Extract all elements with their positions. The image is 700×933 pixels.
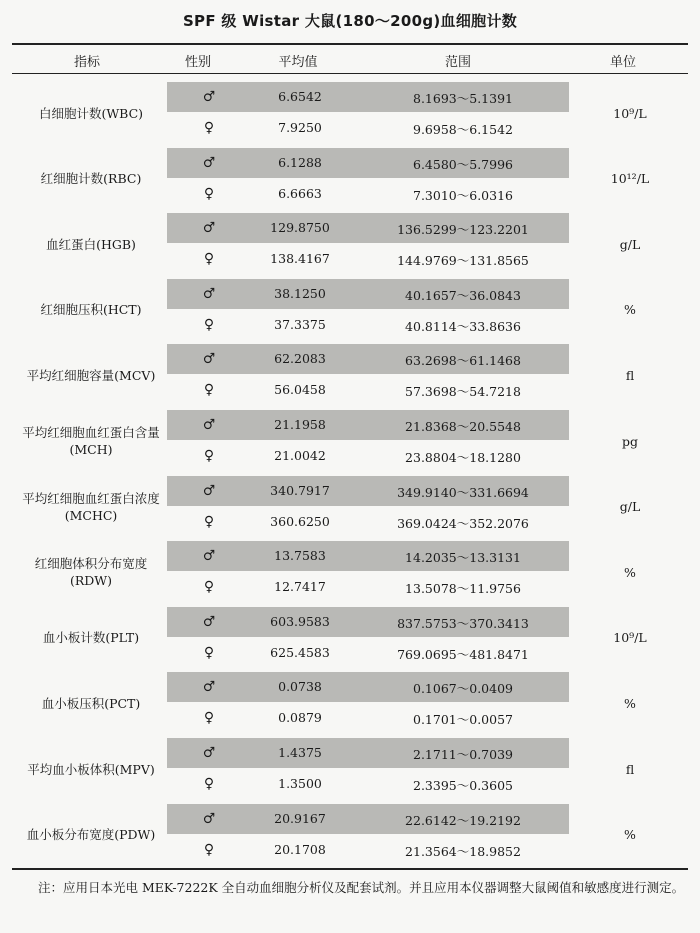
female-mean: 37.3375 bbox=[274, 316, 326, 332]
unit-label: fl bbox=[625, 761, 635, 777]
indicator-label: 血小板分布宽度(PDW) bbox=[26, 827, 156, 843]
female-symbol: ♀ bbox=[203, 316, 215, 333]
header-unit: 单位 bbox=[609, 55, 636, 70]
female-range: 769.0695～481.8471 bbox=[397, 646, 529, 662]
unit-label: % bbox=[624, 827, 636, 843]
female-symbol: ♀ bbox=[203, 579, 215, 596]
bottom-rule bbox=[12, 868, 688, 870]
male-range: 136.5299～123.2201 bbox=[397, 222, 529, 238]
female-symbol: ♀ bbox=[203, 776, 215, 792]
female-mean: 56.0458 bbox=[274, 382, 326, 398]
table-row bbox=[12, 342, 688, 408]
male-symbol: ♂ bbox=[202, 482, 216, 499]
indicator-label: 血小板计数(PLT) bbox=[42, 630, 140, 646]
table-row bbox=[12, 474, 688, 540]
female-symbol: ♀ bbox=[203, 120, 215, 136]
table-row bbox=[12, 736, 688, 802]
female-mean: 138.4167 bbox=[270, 251, 330, 267]
female-range: 9.6958～6.1542 bbox=[413, 122, 513, 137]
female-symbol: ♀ bbox=[203, 251, 215, 268]
table-row bbox=[12, 539, 688, 605]
unit-label: % bbox=[624, 302, 636, 318]
male-symbol: ♂ bbox=[202, 351, 216, 368]
table-row bbox=[12, 802, 688, 868]
indicator-label: 白细胞计数(WBC) bbox=[38, 105, 144, 121]
female-mean: 21.0042 bbox=[274, 448, 326, 463]
male-range: 8.1693～5.1391 bbox=[413, 91, 513, 106]
male-mean: 38.1250 bbox=[274, 285, 326, 301]
male-mean: 1.4375 bbox=[278, 745, 322, 760]
unit-label: 10⁹/L bbox=[613, 105, 647, 121]
female-range: 21.3564～18.9852 bbox=[405, 843, 521, 859]
male-range: 40.1657～36.0843 bbox=[405, 287, 521, 303]
indicator-label: 平均红细胞血红蛋白浓度(MCHC) bbox=[22, 490, 160, 523]
male-range: 63.2698～61.1468 bbox=[405, 353, 521, 369]
female-mean: 7.9250 bbox=[278, 120, 322, 135]
unit-label: fl bbox=[625, 367, 635, 383]
male-symbol: ♂ bbox=[202, 285, 216, 302]
female-range: 144.9769～131.8565 bbox=[397, 253, 529, 269]
female-symbol: ♀ bbox=[203, 644, 215, 661]
indicator-label: 红细胞压积(HCT) bbox=[40, 302, 142, 318]
female-range: 40.8114～33.8636 bbox=[405, 318, 521, 334]
female-symbol: ♀ bbox=[203, 513, 215, 530]
male-mean: 62.2083 bbox=[274, 351, 326, 367]
indicator-label: 平均红细胞容量(MCV) bbox=[26, 367, 156, 383]
male-range: 21.8368～20.5548 bbox=[405, 419, 521, 434]
male-symbol: ♂ bbox=[202, 679, 216, 696]
male-symbol: ♂ bbox=[202, 613, 216, 630]
table-row bbox=[12, 146, 688, 212]
table-row bbox=[12, 605, 688, 671]
female-range: 13.5078～11.9756 bbox=[405, 581, 521, 597]
male-symbol: ♂ bbox=[202, 745, 216, 761]
male-mean: 13.7583 bbox=[274, 548, 326, 564]
header-rule bbox=[12, 73, 688, 74]
female-symbol: ♀ bbox=[203, 448, 215, 464]
footnote: 注：应用日本光电 MEK-7222K 全自动血细胞分析仪及配套试剂。并且应用本仪器调整大鼠阈值和敏感度进行测定。 bbox=[38, 880, 685, 895]
indicator-label: 平均血小板体积(MPV) bbox=[27, 761, 155, 777]
female-range: 23.8804～18.1280 bbox=[405, 450, 521, 465]
unit-label: % bbox=[624, 695, 636, 711]
female-range: 369.0424～352.2076 bbox=[397, 515, 529, 531]
male-symbol: ♂ bbox=[202, 548, 216, 565]
female-mean: 0.0879 bbox=[278, 710, 322, 726]
indicator-label: 血小板压积(PCT) bbox=[41, 695, 141, 711]
male-symbol: ♂ bbox=[202, 810, 216, 827]
table-row bbox=[12, 277, 688, 343]
male-range: 0.1067～0.0409 bbox=[413, 681, 513, 697]
male-mean: 340.7917 bbox=[270, 482, 330, 498]
male-symbol: ♂ bbox=[202, 154, 216, 171]
unit-label: % bbox=[624, 564, 636, 580]
male-mean: 129.8750 bbox=[270, 220, 330, 236]
male-mean: 603.9583 bbox=[270, 613, 330, 629]
male-range: 349.9140～331.6694 bbox=[397, 484, 529, 500]
female-mean: 20.1708 bbox=[274, 841, 326, 857]
male-range: 14.2035～13.3131 bbox=[405, 550, 521, 566]
male-mean: 6.1288 bbox=[278, 154, 322, 170]
unit-label: 10⁹/L bbox=[613, 630, 647, 646]
female-symbol: ♀ bbox=[203, 382, 215, 399]
indicator-label: 平均红细胞血红蛋白含量(MCH) bbox=[22, 425, 160, 457]
header-range: 范围 bbox=[444, 55, 471, 70]
table-row bbox=[12, 408, 688, 474]
indicator-label: 血红蛋白(HGB) bbox=[46, 236, 136, 252]
table-row bbox=[12, 211, 688, 277]
male-mean: 21.1958 bbox=[274, 417, 326, 432]
female-range: 2.3395～0.3605 bbox=[413, 778, 513, 793]
header-sex: 性别 bbox=[184, 55, 211, 70]
unit-label: g/L bbox=[619, 236, 641, 252]
male-mean: 20.9167 bbox=[274, 810, 326, 826]
table-title: SPF 级 Wistar 大鼠(180～200g)血细胞计数 bbox=[182, 12, 518, 30]
male-symbol: ♂ bbox=[202, 417, 216, 433]
top-rule bbox=[12, 43, 688, 45]
male-range: 6.4580～5.7996 bbox=[413, 156, 513, 172]
female-range: 0.1701～0.0057 bbox=[413, 712, 513, 728]
unit-label: pg bbox=[621, 433, 638, 449]
indicator-label: 红细胞体积分布宽度(RDW) bbox=[34, 556, 148, 589]
male-mean: 6.6542 bbox=[278, 89, 322, 104]
male-range: 22.6142～19.2192 bbox=[405, 812, 521, 828]
header-mean: 平均值 bbox=[278, 55, 318, 70]
male-mean: 0.0738 bbox=[278, 679, 322, 695]
female-mean: 360.6250 bbox=[270, 513, 330, 529]
male-range: 2.1711～0.7039 bbox=[413, 747, 513, 762]
male-symbol: ♂ bbox=[202, 220, 216, 237]
female-range: 57.3698～54.7218 bbox=[405, 384, 521, 400]
table-row bbox=[12, 670, 688, 736]
male-symbol: ♂ bbox=[202, 89, 216, 105]
female-mean: 625.4583 bbox=[270, 644, 330, 660]
female-range: 7.3010～6.0316 bbox=[413, 187, 513, 203]
header-indicator: 指标 bbox=[73, 55, 100, 70]
female-mean: 1.3500 bbox=[278, 776, 322, 791]
female-symbol: ♀ bbox=[203, 185, 215, 202]
female-symbol: ♀ bbox=[203, 710, 215, 727]
female-mean: 6.6663 bbox=[278, 185, 322, 201]
table-row bbox=[12, 80, 688, 146]
male-range: 837.5753～370.3413 bbox=[397, 615, 529, 631]
indicator-label: 红细胞计数(RBC) bbox=[40, 171, 142, 187]
female-symbol: ♀ bbox=[203, 841, 215, 858]
unit-label: g/L bbox=[619, 499, 641, 515]
female-mean: 12.7417 bbox=[274, 579, 326, 595]
unit-label: 10¹²/L bbox=[610, 171, 650, 187]
